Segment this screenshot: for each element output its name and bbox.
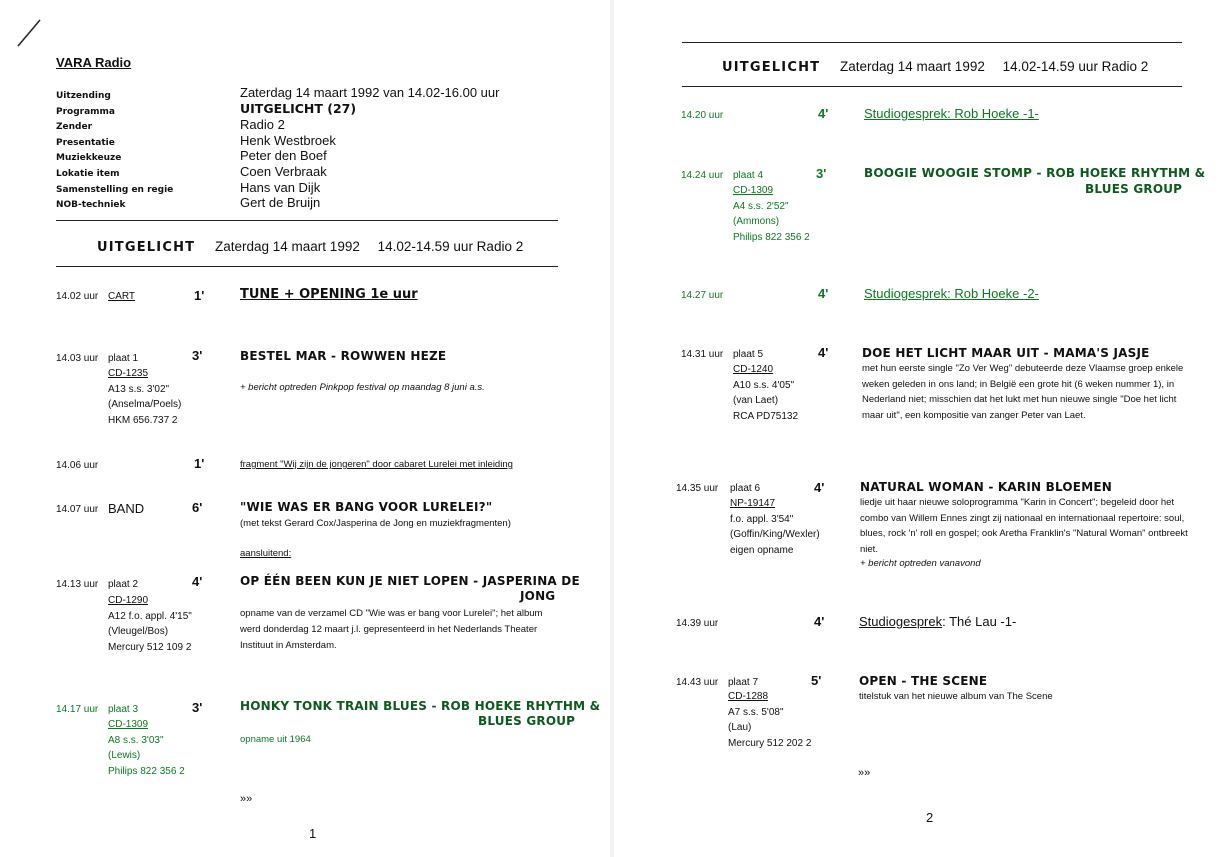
- continue-mark: »»: [858, 767, 871, 779]
- item-source: plaat 2: [108, 579, 139, 590]
- item-side: A13 s.s. 3'02": [108, 383, 170, 395]
- item-desc: opname van de verzamel CD "Wie was er bang voor Lurelei"; het album werd donderdag 12 maart j.l. gepresenteerd in het Nederlands Theater Instituut in Amsterdam.: [240, 608, 543, 651]
- page-number: 2: [926, 810, 934, 825]
- item-duration: 4': [192, 574, 203, 589]
- item-title: fragment "Wij zijn de jongeren" door cabaret Lurelei met inleiding: [240, 459, 513, 470]
- field-value: Peter den Boef: [240, 148, 327, 163]
- item-details: [108, 593, 192, 655]
- item-side: A8 s.s. 3'03": [108, 734, 164, 746]
- item-code: CD-1309: [108, 719, 149, 730]
- item-label: Mercury 512 109 2: [108, 641, 192, 653]
- page-2: [614, 0, 1230, 857]
- page-number: 1: [309, 826, 317, 841]
- item-duration: 4': [818, 345, 829, 360]
- item-title: [859, 614, 1016, 629]
- field-label: NOB-techniek: [56, 200, 126, 210]
- item-note: + bericht optreden vanavond: [860, 558, 981, 569]
- header-title: UITGELICHT: [722, 60, 821, 75]
- field-value: Coen Verbraak: [240, 164, 327, 179]
- item-title: DOE HET LICHT MAAR UIT - MAMA'S JASJE: [862, 346, 1150, 360]
- item-source: plaat 1: [108, 353, 139, 364]
- item-side: A4 s.s. 2'52": [733, 200, 789, 212]
- item-details: [728, 689, 811, 751]
- item-code: CD-1235: [108, 368, 149, 379]
- item-time: 14.20 uur: [681, 110, 724, 121]
- field-label: Programma: [56, 107, 116, 117]
- item-followup: aansluitend:: [240, 548, 292, 559]
- item-source: plaat 7: [728, 677, 759, 688]
- item-title: "WIE WAS ER BANG VOOR LURELEI?": [240, 500, 493, 514]
- header-date: Zaterdag 14 maart 1992: [215, 239, 360, 254]
- item-details: [733, 362, 798, 424]
- item-details: [108, 366, 181, 428]
- field-value: Gert de Bruijn: [240, 195, 321, 210]
- item-side: A10 s.s. 4'05": [733, 379, 795, 391]
- item-time: 14.07 uur: [56, 504, 99, 515]
- item-source: plaat 3: [108, 704, 139, 715]
- item-desc: met hun eerste single "Zo Ver Weg" debuteerde deze Vlaamse groep enkele weken geleden in ons land; in België een grote hit (6 weken nummer 1), in Nederland niet; misschien dat het lukt met hun nieuwe single "Doe het licht maar uit", een kompositie van zanger Peter van Laet.: [862, 363, 1184, 421]
- divider: [56, 220, 558, 221]
- item-duration: 6': [192, 500, 203, 515]
- item-code: CD-1309: [733, 185, 774, 196]
- item-time: 14.39 uur: [676, 618, 719, 629]
- divider: [682, 42, 1182, 43]
- item-title: OPEN - THE SCENE: [859, 674, 988, 688]
- field-label: Lokatie item: [56, 169, 120, 179]
- item-duration: 4': [814, 480, 825, 495]
- item-title: HONKY TONK TRAIN BLUES - ROB HOEKE RHYTHM &: [240, 699, 601, 713]
- item-duration: 3': [816, 166, 827, 181]
- item-source: plaat 5: [733, 349, 764, 360]
- item-duration: 4': [818, 106, 829, 121]
- field-value: Hans van Dijk: [240, 180, 321, 195]
- field-value: Zaterdag 14 maart 1992 van 14.02-16.00 uur: [240, 85, 500, 100]
- item-duration: 5': [811, 673, 822, 688]
- item-duration: 1': [194, 288, 205, 303]
- item-credits: (Ammons): [733, 216, 780, 227]
- field-value: Radio 2: [240, 117, 285, 132]
- item-title: TUNE + OPENING 1e uur: [240, 287, 418, 302]
- item-title-rest: : Thé Lau -1-: [942, 614, 1017, 629]
- item-duration: 1': [194, 456, 205, 471]
- item-time: 14.03 uur: [56, 353, 99, 364]
- item-source: plaat 4: [733, 170, 764, 181]
- item-credits: (Lau): [728, 722, 752, 733]
- field-label: Muziekkeuze: [56, 153, 122, 163]
- item-duration: 3': [192, 348, 203, 363]
- item-credits: (Vleugel/Bos): [108, 626, 169, 637]
- divider: [56, 266, 558, 267]
- item-code: CD-1290: [108, 595, 149, 606]
- item-time: 14.02 uur: [56, 291, 99, 302]
- schedule-header: [722, 59, 1148, 75]
- item-time: 14.13 uur: [56, 579, 99, 590]
- header-slot: 14.02-14.59 uur Radio 2: [377, 239, 524, 254]
- item-title: BESTEL MAR - ROWWEN HEZE: [240, 349, 447, 363]
- item-title: OP ÉÉN BEEN KUN JE NIET LOPEN - JASPERINA DE: [240, 574, 580, 588]
- item-time: 14.17 uur: [56, 704, 99, 715]
- item-credits: (van Laet): [733, 395, 779, 406]
- item-side: A12 f.o. appl. 4'15": [108, 610, 192, 622]
- field-label: Samenstelling en regie: [56, 185, 174, 195]
- item-label: Philips 822 356 2: [108, 765, 185, 777]
- item-time: 14.31 uur: [681, 349, 724, 360]
- item-code: NP-19147: [730, 498, 776, 509]
- item-title: Studiogesprek: Rob Hoeke -2-: [864, 286, 1039, 301]
- item-time: 14.24 uur: [681, 170, 724, 181]
- item-details: [108, 717, 185, 779]
- item-details: [733, 183, 810, 245]
- item-time: 14.43 uur: [676, 677, 719, 688]
- slash-mark-icon: [16, 18, 42, 48]
- item-note: + bericht optreden Pinkpop festival op maandag 8 juni a.s.: [240, 382, 485, 393]
- item-credits: (Anselma/Poels): [108, 399, 182, 410]
- header-slot: 14.02-14.59 uur Radio 2: [1002, 59, 1149, 74]
- field-value: Henk Westbroek: [240, 133, 336, 148]
- item-side: A7 s.s. 5'08": [728, 706, 784, 718]
- item-desc: liedje uit haar nieuwe soloprogramma "Karin in Concert"; begeleid door het combo van Willem Ennes zingt zij nationaal en internationaal repertoire: soul, blues, rock 'n' roll en gospel; ook Aretha Franklin's "Natural Woman" ontbreekt niet.: [860, 497, 1188, 555]
- item-title-cont: JONG: [520, 589, 556, 603]
- item-time: 14.27 uur: [681, 290, 724, 301]
- item-title: NATURAL WOMAN - KARIN BLOEMEN: [860, 480, 1112, 494]
- item-credits: (Lewis): [108, 750, 141, 761]
- item-duration: 3': [192, 700, 203, 715]
- item-label: HKM 656.737 2: [108, 414, 178, 426]
- header-date: Zaterdag 14 maart 1992: [840, 59, 985, 74]
- item-code: CD-1240: [733, 364, 774, 375]
- item-label: Philips 822 356 2: [733, 231, 810, 243]
- item-title: BOOGIE WOOGIE STOMP - ROB HOEKE RHYTHM &: [864, 166, 1206, 180]
- item-label: eigen opname: [730, 544, 794, 556]
- item-source: plaat 6: [730, 483, 761, 494]
- item-time: 14.06 uur: [56, 460, 99, 471]
- field-label: Presentatie: [56, 138, 115, 148]
- item-title-main: Studiogesprek: [859, 614, 943, 629]
- item-title-cont: BLUES GROUP: [478, 714, 576, 728]
- item-source: BAND: [108, 501, 145, 516]
- continue-mark: »»: [240, 793, 253, 805]
- item-title-cont: BLUES GROUP: [1085, 182, 1183, 196]
- item-label: Mercury 512 202 2: [728, 737, 812, 749]
- field-label: Zender: [56, 122, 93, 132]
- divider: [682, 86, 1182, 87]
- header-title: UITGELICHT: [97, 240, 196, 255]
- program-title: UITGELICHT (27): [240, 101, 357, 116]
- item-desc: titelstuk van het nieuwe album van The Scene: [859, 691, 1053, 702]
- item-time: 14.35 uur: [676, 483, 719, 494]
- item-credits: (Goffin/King/Wexler): [730, 529, 820, 540]
- item-desc: opname uit 1964: [240, 734, 311, 745]
- item-code: CD-1288: [728, 691, 769, 702]
- item-desc: (met tekst Gerard Cox/Jasperina de Jong en muziekfragmenten): [240, 518, 511, 529]
- page-1: [0, 0, 610, 857]
- item-duration: 4': [814, 614, 825, 629]
- item-source: CART: [108, 291, 136, 302]
- item-title: Studiogesprek: Rob Hoeke -1-: [864, 106, 1039, 121]
- item-label: RCA PD75132: [733, 410, 799, 422]
- station-name: VARA Radio: [56, 55, 132, 70]
- schedule-header: [97, 239, 523, 255]
- item-duration: 4': [818, 286, 829, 301]
- field-label: Uitzending: [56, 91, 111, 101]
- item-details: [730, 496, 820, 558]
- item-side: f.o. appl. 3'54": [730, 513, 794, 525]
